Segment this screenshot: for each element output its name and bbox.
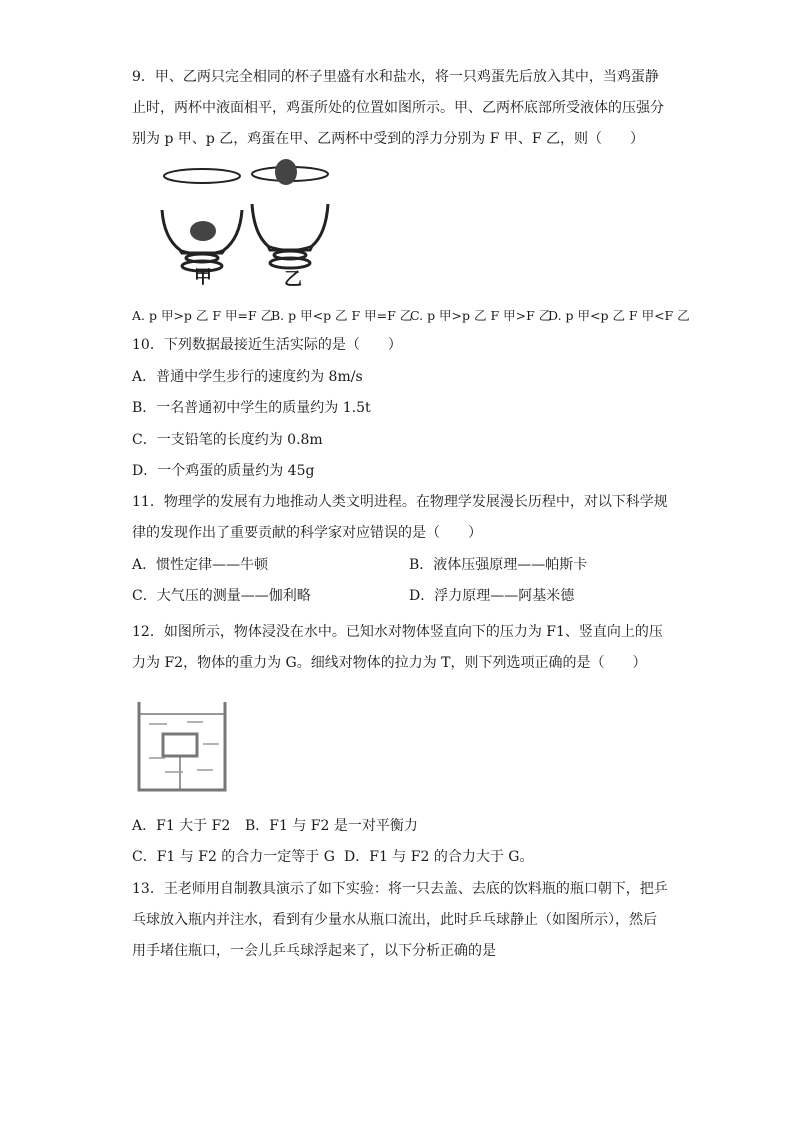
- q9-line-1: 9．甲、乙两只完全相同的杯子里盛有水和盐水，将一只鸡蛋先后放入其中，当鸡蛋静: [132, 69, 659, 85]
- q12-option-c: C．F1 与 F2 的合力一定等于 G: [132, 849, 335, 865]
- q12-option-d: D．F1 与 F2 的合力大于 G。: [344, 849, 534, 865]
- q12-line-2: 力为 F2，物体的重力为 G。细线对物体的拉力为 T，则下列选项正确的是（ ）: [132, 655, 647, 671]
- q9-line-2: 止时，两杯中液面相平，鸡蛋所处的位置如图所示。甲、乙两杯底部所受液体的压强分: [132, 100, 664, 116]
- q11-option-d: D．浮力原理——阿基米德: [409, 588, 575, 604]
- submerged-block-figure: [135, 698, 230, 794]
- q13-line-3: 用手堵住瓶口，一会儿乒乓球浮起来了，以下分析正确的是: [132, 943, 496, 959]
- q10-option-b: B．一名普通初中学生的质量约为 1.5t: [132, 400, 371, 416]
- cup-yi: [252, 159, 328, 268]
- q10-option-d: D．一个鸡蛋的质量约为 45g: [132, 463, 315, 479]
- q11-line-1: 11．物理学的发展有力地推动人类文明进程。在物理学发展漫长历程中，对以下科学规: [132, 494, 668, 510]
- q11-option-a: A．惯性定律——牛顿: [132, 557, 269, 573]
- q10-stem: 10．下列数据最接近生活实际的是（ ）: [132, 337, 402, 353]
- q10-option-c: C．一支铅笔的长度约为 0.8m: [132, 432, 323, 448]
- q9-option-c: C. p 甲>p 乙 F 甲>F 乙: [410, 308, 552, 323]
- q11-option-b: B．液体压强原理——帕斯卡: [409, 557, 588, 573]
- q10-option-a: A．普通中学生步行的速度约为 8m/s: [132, 369, 363, 385]
- q13-line-2: 乓球放入瓶内并注水，看到有少量水从瓶口流出，此时乒乓球静止（如图所示），然后: [132, 912, 657, 928]
- figure-label-jia: 甲: [194, 267, 212, 288]
- q11-option-c: C．大气压的测量——伽利略: [132, 588, 311, 604]
- q12-option-b: B．F1 与 F2 是一对平衡力: [245, 818, 418, 834]
- q12-line-1: 12．如图所示，物体浸没在水中。已知水对物体竖直向下的压力为 F1、竖直向上的压: [132, 624, 663, 640]
- q9-option-d: D. p 甲<p 乙 F 甲<F 乙: [548, 308, 690, 323]
- egg-cups-figure: [150, 158, 340, 298]
- cup-jia: [162, 169, 242, 271]
- q9-option-b: B. p 甲<p 乙 F 甲=F 乙: [271, 308, 413, 323]
- q9-option-a: A. p 甲>p 乙 F 甲=F 乙: [132, 308, 274, 323]
- figure-label-yi: 乙: [284, 269, 302, 290]
- q13-line-1: 13．王老师用自制教具演示了如下实验：将一只去盖、去底的饮料瓶的瓶口朝下，把乒: [132, 881, 668, 897]
- q12-option-a: A．F1 大于 F2: [132, 818, 231, 834]
- q11-line-2: 律的发现作出了重要贡献的科学家对应错误的是（ ）: [132, 525, 482, 541]
- q9-line-3: 别为 p 甲、p 乙，鸡蛋在甲、乙两杯中受到的浮力分别为 F 甲、F 乙，则（ ）: [132, 131, 645, 147]
